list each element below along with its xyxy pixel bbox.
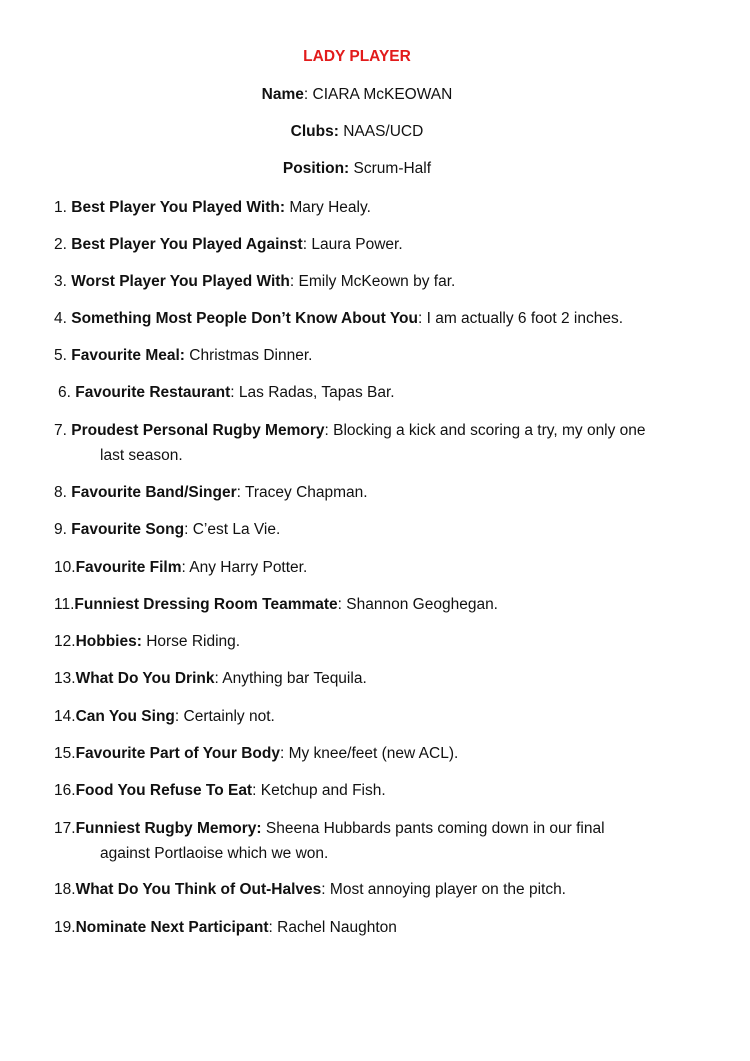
item-answer: Ketchup and Fish. xyxy=(260,782,386,799)
item-answer: Any Harry Potter. xyxy=(189,559,308,576)
item-question: Favourite Meal: xyxy=(71,347,185,364)
item-answer-continued: against Portlaoise which we won. xyxy=(100,845,329,862)
item-answer: Shannon Geoghegan. xyxy=(346,596,498,613)
list-item: 14.Can You Sing: Certainly not. xyxy=(54,708,275,725)
item-answer: Rachel Naughton xyxy=(277,919,397,936)
name-label: Name xyxy=(261,86,304,103)
item-answer: Emily McKeown by far. xyxy=(298,273,456,290)
item-answer: I am actually 6 foot 2 inches. xyxy=(426,310,624,327)
item-question: Hobbies: xyxy=(75,633,142,650)
item-answer: Most annoying player on the pitch. xyxy=(329,881,566,898)
list-item: 3. Worst Player You Played With: Emily McKeown by far. xyxy=(54,273,456,290)
item-answer: Las Radas, Tapas Bar. xyxy=(238,384,395,401)
list-item: 13.What Do You Drink: Anything bar Tequila. xyxy=(54,670,367,687)
item-number: 10. xyxy=(54,559,76,576)
item-number: 2. xyxy=(54,236,67,253)
list-item: 16.Food You Refuse To Eat: Ketchup and Fish. xyxy=(54,782,386,799)
item-answer: Tracey Chapman. xyxy=(244,484,368,501)
item-question: Favourite Band/Singer xyxy=(71,484,237,501)
list-item: 10.Favourite Film: Any Harry Potter. xyxy=(54,559,308,576)
list-item: 11.Funniest Dressing Room Teammate: Shannon Geoghegan. xyxy=(54,596,498,613)
item-number: 19. xyxy=(54,919,76,936)
list-item: 9. Favourite Song: C’est La Vie. xyxy=(54,521,281,538)
player-name-line: Name: CIARA McKEOWAN xyxy=(261,86,453,103)
item-number: 11. xyxy=(54,596,75,613)
position-label: Position: xyxy=(282,160,350,177)
list-item: 15.Favourite Part of Your Body: My knee/feet (new ACL). xyxy=(54,745,459,762)
item-question: Nominate Next Participant xyxy=(75,919,269,936)
clubs-line xyxy=(0,123,714,141)
item-question: Favourite Song xyxy=(71,521,185,538)
name-value: CIARA McKEOWAN xyxy=(312,86,453,103)
position-line xyxy=(0,160,714,178)
list-item xyxy=(54,629,694,654)
item-answer: Horse Riding. xyxy=(146,633,241,650)
item-answer: Blocking a kick and scoring a try, my only one xyxy=(333,422,646,439)
item-number: 18. xyxy=(54,881,76,898)
item-number: 5. xyxy=(54,347,67,364)
clubs-value: NAAS/UCD xyxy=(343,123,424,140)
item-number: 1. xyxy=(54,199,67,216)
list-item xyxy=(54,195,694,220)
item-answer: C’est La Vie. xyxy=(192,521,281,538)
item-answer: Anything bar Tequila. xyxy=(222,670,367,687)
list-item: 19.Nominate Next Participant: Rachel Naughton xyxy=(54,919,397,936)
item-number: 3. xyxy=(54,273,67,290)
list-item: 18.What Do You Think of Out-Halves: Most annoying player on the pitch. xyxy=(54,881,566,898)
item-number: 12. xyxy=(54,633,76,650)
list-item xyxy=(54,343,694,368)
item-answer: Mary Healy. xyxy=(289,199,371,216)
item-question: Favourite Restaurant xyxy=(75,384,231,401)
item-number: 16. xyxy=(54,782,76,799)
item-question: Funniest Rugby Memory: xyxy=(75,820,262,837)
clubs-label: Clubs: xyxy=(290,123,339,140)
list-item: 6. Favourite Restaurant: Las Radas, Tapas Bar. xyxy=(58,384,395,401)
item-number: 17. xyxy=(54,820,76,837)
item-number: 8. xyxy=(54,484,67,501)
item-question: What Do You Drink xyxy=(75,670,215,687)
item-number: 15. xyxy=(54,745,76,762)
list-item: 7. Proudest Personal Rugby Memory: Blocking a kick and scoring a try, my only one last season. xyxy=(54,418,694,468)
item-number: 6. xyxy=(58,384,71,401)
item-question: Proudest Personal Rugby Memory xyxy=(71,422,325,439)
document-title: LADY PLAYER xyxy=(303,48,411,65)
item-question: Worst Player You Played With xyxy=(71,273,290,290)
item-answer: My knee/feet (new ACL). xyxy=(288,745,459,762)
item-answer: Certainly not. xyxy=(183,708,275,725)
list-item xyxy=(54,816,694,866)
item-question: Something Most People Don’t Know About You xyxy=(71,310,418,327)
item-number: 4. xyxy=(54,310,67,327)
item-number: 7. xyxy=(54,422,67,439)
list-item: 2. Best Player You Played Against: Laura Power. xyxy=(54,236,403,253)
item-answer: Christmas Dinner. xyxy=(189,347,313,364)
item-number: 13. xyxy=(54,670,76,687)
item-question: Best Player You Played With: xyxy=(71,199,286,216)
item-answer-continued: last season. xyxy=(100,447,183,464)
item-number: 9. xyxy=(54,521,67,538)
item-question: Can You Sing xyxy=(75,708,175,725)
item-question: Best Player You Played Against xyxy=(71,236,303,253)
item-question: What Do You Think of Out-Halves xyxy=(75,881,322,898)
item-question: Food You Refuse To Eat xyxy=(75,782,253,799)
item-answer: Sheena Hubbards pants coming down in our final xyxy=(265,820,605,837)
item-answer: Laura Power. xyxy=(311,236,403,253)
item-number: 14. xyxy=(54,708,76,725)
item-question: Favourite Part of Your Body xyxy=(75,745,280,762)
list-item: 4. Something Most People Don’t Know About You: I am actually 6 foot 2 inches. xyxy=(54,310,624,327)
list-item: 8. Favourite Band/Singer: Tracey Chapman. xyxy=(54,484,368,501)
item-question: Favourite Film xyxy=(75,559,182,576)
position-value: Scrum-Half xyxy=(353,160,432,177)
item-question: Funniest Dressing Room Teammate xyxy=(74,596,338,613)
